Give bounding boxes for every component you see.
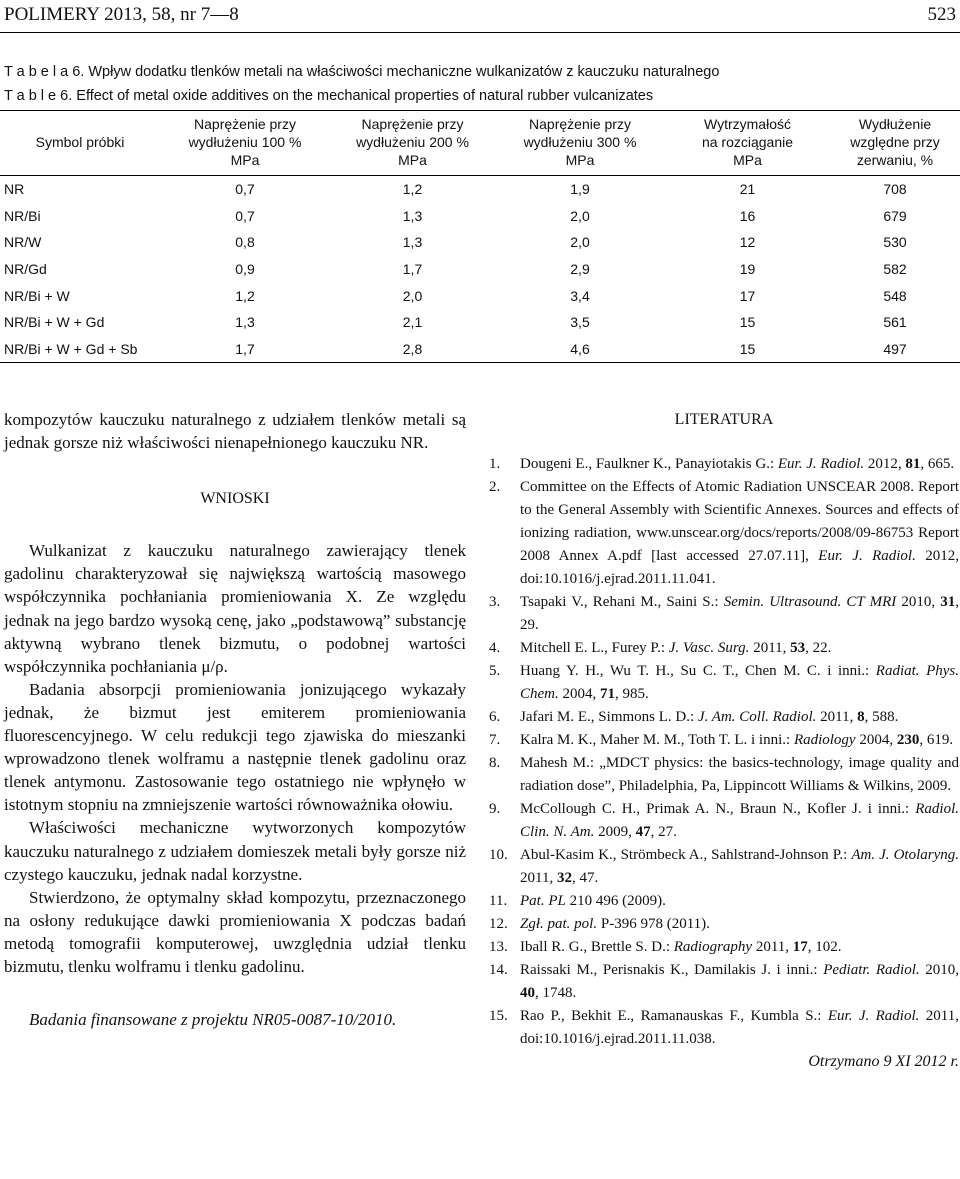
reference-text: Am. J. Otolaryng. [851,847,959,863]
value-cell: 1,7 [160,336,330,363]
reference-text: Radiat. Phys. Chem. [520,663,960,702]
reference-text: , 27. [650,824,677,840]
table-header-row [0,111,960,176]
reference-text: 2010, [919,962,959,978]
reference-text: 2011, [520,870,557,886]
reference-text: 32 [556,870,572,886]
paragraph: Stwierdzono, że optymalny skład kompozytu, przeznaczonego na osłony redukujące dawki promieniowania X podczas badań metodą tomografii komputerowej, uwzględnia udział tlenku bizmutu, tlenku wolframu i tlenku gadolinu. [4,887,466,976]
value-cell: 1,3 [235,314,255,331]
reference-text: , 102. [807,939,842,955]
reference-text: Pat. PL [520,893,566,909]
table-header-cell [330,111,495,176]
literature-column [489,408,959,1073]
reference-text: J. Am. Coll. Radiol. [697,709,817,725]
reference-text: Eur. J. Radiol. [827,1008,920,1024]
reference-item [489,706,959,729]
page-number: 523 [927,4,956,25]
header-line: MPa [398,152,427,168]
left-text-column [4,408,466,1031]
sample-symbol-cell: NR/Bi + W + Gd [4,314,105,331]
header-rule [0,32,960,33]
reference-text: Mitchell E. L., Furey P.: [520,640,669,656]
value-cell: 21 [739,181,756,198]
paragraph: Badania absorpcji promieniowania jonizującego wykazały jednak, że bizmut jest emiterem promieniowania fluorescencyjnego. W celu redukcji tego zjawiska do mieszanki wprowadzono tlenek wolframu a następnie tlenek gadolinu oraz tlenek antymonu. Zastosowanie tego ostatniego nie wpłynęło w istotnym stopniu na zmniejszenie wartości równoważnika ołowiu. [4,679,466,815]
reference-number: 15. [489,1008,508,1024]
sample-symbol-cell: NR/Bi [4,207,41,224]
value-cell: 16 [739,207,756,224]
header-line: MPa [230,152,260,168]
reference-text: Rao P., Bekhit E., Ramanauskas F., Kumbla S.: [520,1008,828,1024]
reference-number: 14. [489,962,508,978]
reference-text: Eur. J. Radiol. [818,548,916,564]
value-cell: 582 [883,261,907,278]
reference-item [489,844,959,890]
header-line: na rozciąganie [701,134,794,150]
reference-item [489,591,959,637]
header-line: Naprężenie przy [529,116,631,132]
header-line: względne przy [850,134,940,150]
reference-text: , 588. [864,709,899,725]
reference-text: , 29. [520,594,960,633]
reference-text: Zgł. pat. pol. [520,916,598,932]
reference-text: 2010, [896,594,941,610]
value-cell: 3,4 [570,287,590,304]
value-cell: 1,3 [402,207,423,224]
header-line: zerwaniu, % [856,152,934,168]
sample-symbol-cell: NR/Gd [4,261,47,278]
reference-list [489,453,959,1051]
sample-symbol-cell: NR/Bi + W [4,287,70,304]
value-cell: 1,3 [402,234,423,251]
table-header-cell [0,111,160,176]
reference-number: 11. [489,893,508,909]
table-row [0,309,960,336]
header-line: Wydłużenie [858,116,932,132]
value-cell: 12 [739,234,756,251]
value-cell: 0,9 [235,261,255,278]
reference-item [489,913,959,936]
paragraph: Właściwości mechaniczne wytworzonych kompozytów kauczuku naturalnego z udziałem domieszek metali były gorsze niż czystego kauczuku, jednak nadal korzystne. [4,818,466,884]
reference-item [489,890,959,913]
reference-item [489,476,959,591]
value-cell: 1,2 [235,287,255,304]
table-header-cell [665,111,830,176]
value-cell: 2,0 [570,234,590,251]
value-cell: 2,1 [402,314,423,331]
conclusions-body [4,539,466,978]
value-cell: 0,8 [235,234,255,251]
header-line: MPa [733,152,762,168]
value-cell: 548 [883,287,907,304]
value-cell: 679 [883,207,907,224]
reference-text: 210 496 (2009). [565,893,666,909]
reference-text: 53 [790,640,806,656]
reference-item [489,798,959,844]
reference-item [489,936,959,959]
reference-number: 3. [489,594,501,610]
reference-text: Radiol. Clin. N. Am. [520,801,959,840]
table-header-cell [495,111,665,176]
reference-text: , 22. [805,640,832,656]
reference-text: P-396 978 (2011). [597,916,710,932]
table-caption-pl: T a b e l a 6. Wpływ dodatku tlenków metali na właściwości mechaniczne wulkanizatów z kauczuku naturalnego [4,64,720,80]
reference-text: 8 [857,709,865,725]
value-cell: 0,7 [235,207,255,224]
reference-number: 7. [489,732,501,748]
intro-paragraph: kompozytów kauczuku naturalnego z udziałem tlenków metali są jednak gorsze niż właściwości nienapełnionego kauczuku NR. [4,410,466,453]
mechanical-properties-table [0,110,960,363]
reference-item [489,1005,959,1051]
reference-text: 31 [940,594,956,610]
reference-number: 5. [489,663,501,679]
running-header-journal: POLIMERY 2013, 58, nr 7—8 [4,4,239,25]
header-line: Symbol próbki [35,134,125,150]
reference-text: Eur. J. Radiol. [777,456,865,472]
header-line: wydłużeniu 200 % [356,134,469,150]
sample-symbol-cell: NR/Bi + W + Gd + Sb [0,336,160,363]
table-row [0,336,960,363]
reference-number: 13. [489,939,508,955]
funding-note: Badania finansowane z projektu NR05-0087-10/2010. [29,1010,397,1030]
reference-text: Dougeni E., Faulkner K., Panayiotakis G.: [520,456,778,472]
section-heading-literature: LITERATURA [674,411,774,428]
section-heading-conclusions: WNIOSKI [200,490,270,508]
reference-text: Raissaki M., Perisnakis K., Damilakis J. i inni.: [520,962,824,978]
reference-number: 1. [489,456,501,472]
reference-text: 2012, doi:10.1016/j.ejrad.2011.11.041. [520,548,959,587]
paragraph: Wulkanizat z kauczuku naturalnego zawierający tlenek gadolinu charakteryzował się największą wartością masowego współczynnika pochłaniania promieniowania X. Ze względu jednak na jego bardzo wysoką cenę, jako „podstawową” substancję aktywną wybrano tlenek bizmutu, o podobnej wartości współczynnika pochłaniania μ/ρ. [4,541,466,676]
reference-number: 2. [489,479,501,495]
value-cell: 1,7 [402,261,423,278]
reference-text: 17 [792,939,808,955]
header-line: wydłużeniu 300 % [523,134,637,150]
reference-text: Abul-Kasim K., Strömbeck A., Sahlstrand-Johnson P.: [520,847,852,863]
reference-text: 2011, [752,939,793,955]
table-row [0,229,960,256]
reference-text: Tsapaki V., Rehani M., Saini S.: [520,594,724,610]
reference-number: 12. [489,916,508,932]
reference-text: Committee on the Effects of Atomic Radiation UNSCEAR 2008. Report to the General Assembly with Scientific Annexes. Sources and effects of ionizing radiation, www.unscear.org/docs/reports/2008/09-86753 Report 2008 Annex A.pdf [last accessed 27.07.11], [520,479,959,564]
reference-text: 2011, doi:10.1016/j.ejrad.2011.11.038. [520,1008,959,1047]
reference-text: McCollough C. H., Primak A. N., Braun N., Kofler J. i inni.: [520,801,916,817]
reference-text: Mahesh M.: „MDCT physics: the basics-technology, image quality and radiation dose”, Philadelphia, Pa, Lippincott Williams & Wilkins, 2009. [520,755,959,794]
value-cell: 0,7 [235,181,255,198]
value-cell: 4,6 [495,336,665,363]
reference-text: 230 [896,732,920,748]
value-cell: 15 [739,314,756,331]
table-row [0,282,960,309]
value-cell: 3,5 [570,314,590,331]
reference-text: , 985. [615,686,649,702]
reference-text: Jafari M. E., Simmons L. D.: [520,709,698,725]
reference-text: 71 [600,686,615,702]
table-row [0,256,960,283]
table-header-cell [830,111,960,176]
reference-item [489,637,959,660]
reference-text: Radiography [673,939,753,955]
reference-number: 9. [489,801,501,817]
value-cell: 1,2 [402,181,423,198]
table-header-cell [160,111,330,176]
reference-text: 2004, [855,732,897,748]
table-row [0,203,960,230]
reference-text: 2004, [558,686,600,702]
value-cell: 2,9 [570,261,590,278]
header-line: Wytrzymałość [704,116,791,132]
value-cell: 2,8 [330,336,495,363]
reference-text: , 1748. [535,985,577,1001]
reference-text: 2009, [594,824,636,840]
sample-symbol-cell: NR [4,181,25,198]
table-row [0,176,960,203]
reference-text: J. Vasc. Surg. [668,640,750,656]
reference-text: 40 [520,985,535,1001]
value-cell: 2,0 [402,287,423,304]
value-cell: 708 [883,181,907,198]
reference-number: 10. [489,847,508,863]
reference-text: Semin. Ultrasound. CT MRI [723,594,897,610]
reference-text: 81 [905,456,921,472]
header-line: Naprężenie przy [194,116,296,132]
reference-number: 8. [489,755,501,771]
value-cell: 17 [739,287,756,304]
reference-text: Huang Y. H., Wu T. H., Su C. T., Chen M. C. i inni.: [520,663,876,679]
header-line: MPa [565,152,595,168]
reference-text: , 665. [920,456,955,472]
reference-text: 2011, [749,640,791,656]
reference-text: 2011, [816,709,858,725]
reference-item [489,729,959,752]
sample-symbol-cell: NR/W [4,234,42,251]
reference-text: 2012, [864,456,906,472]
reference-text: Kalra M. K., Maher M. M., Toth T. L. i inni.: [520,732,794,748]
value-cell: 530 [883,234,907,251]
value-cell: 497 [830,336,960,363]
value-cell: 2,0 [570,207,590,224]
header-line: Naprężenie przy [361,116,464,132]
reference-text: Radiology [793,732,856,748]
header-line: wydłużeniu 100 % [188,134,302,150]
received-date: Otrzymano 9 XI 2012 r. [808,1053,959,1070]
reference-text: , 619. [919,732,954,748]
value-cell: 15 [665,336,830,363]
reference-item [489,453,959,476]
reference-item [489,959,959,1005]
table-caption-en: T a b l e 6. Effect of metal oxide additives on the mechanical properties of natural rubber vulcanizates [4,88,654,104]
reference-number: 6. [489,709,501,725]
reference-text: Iball R. G., Brettle S. D.: [520,939,674,955]
value-cell: 1,9 [570,181,590,198]
reference-item [489,660,959,706]
reference-number: 4. [489,640,501,656]
reference-text: , 47. [571,870,599,886]
value-cell: 19 [739,261,756,278]
table-body [0,176,960,363]
value-cell: 561 [883,314,907,331]
reference-item [489,752,959,798]
reference-text: Pediatr. Radiol. [823,962,920,978]
reference-text: 47 [635,824,651,840]
